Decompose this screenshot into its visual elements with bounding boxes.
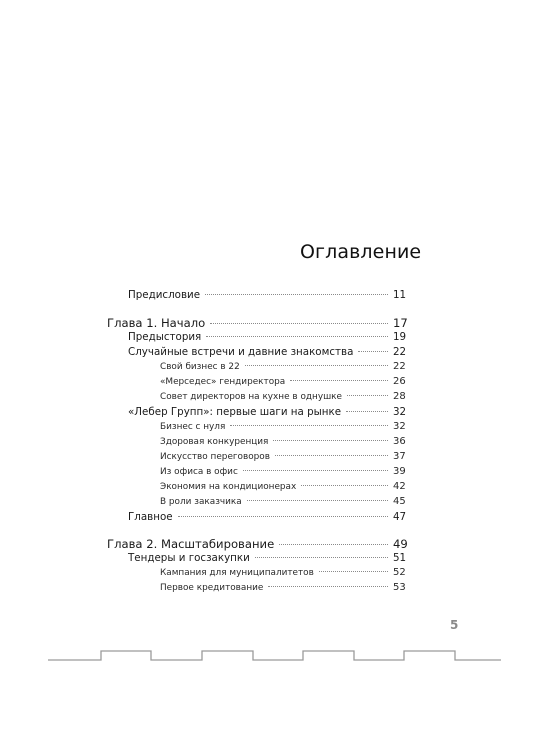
toc-entry-page: 39: [393, 466, 406, 477]
toc-entry-page: 47: [393, 511, 407, 523]
toc-entry-title: Совет директоров на кухне в однушке: [160, 392, 343, 402]
page-number: 5: [450, 618, 459, 632]
toc-dot-leader: [255, 557, 388, 558]
toc-entry-title: Кампания для муниципалитетов: [160, 568, 314, 578]
toc-entry-page: 11: [393, 289, 407, 301]
decorative-stepped-line: [0, 640, 551, 670]
toc-entry-page: 17: [393, 316, 408, 330]
toc-entry: [107, 391, 411, 402]
toc-entry-page: 19: [393, 331, 407, 343]
toc-entry-title: Искусство переговоров: [160, 452, 270, 462]
toc-dot-leader: [268, 586, 388, 587]
toc-dot-leader: [279, 544, 388, 545]
toc-entry-title: В роли заказчика: [160, 497, 242, 507]
toc-entry-title: Предисловие: [128, 289, 201, 301]
toc-entry-page: 32: [393, 406, 407, 418]
toc-entry-title: Свой бизнес в 22: [160, 362, 240, 372]
toc-entry-title: Глава 2. Масштабирование: [107, 537, 275, 551]
toc-entry-page: 32: [393, 421, 406, 432]
toc-entry-title: Случайные встречи и давние знакомства: [128, 346, 354, 358]
toc-entry-page: 51: [393, 552, 407, 564]
page-title: Оглавление: [300, 240, 422, 263]
toc-entry-title: «Лебер Групп»: первые шаги на рынке: [128, 406, 342, 418]
toc-entry: [107, 361, 411, 372]
toc-entry: [107, 567, 411, 578]
toc-entry: [107, 466, 411, 477]
toc-dot-leader: [245, 365, 388, 366]
toc-entry: [107, 421, 411, 432]
toc-entry-title: Тендеры и госзакупки: [128, 552, 250, 564]
toc-entry-page: 37: [393, 451, 406, 462]
toc-dot-leader: [210, 323, 388, 324]
toc-dot-leader: [247, 500, 388, 501]
toc-entry: [107, 406, 411, 418]
toc-dot-leader: [205, 294, 388, 295]
toc-entry-title: Предыстория: [128, 331, 202, 343]
toc-dot-leader: [275, 455, 388, 456]
toc-entry: [107, 289, 411, 301]
toc-entry: [107, 331, 411, 343]
toc-dot-leader: [206, 336, 388, 337]
toc-entry: [107, 511, 411, 523]
toc-dot-leader: [301, 485, 388, 486]
toc-dot-leader: [358, 351, 388, 352]
toc-entry: [107, 376, 411, 387]
toc-entry-page: 26: [393, 376, 406, 387]
toc-entry: [107, 436, 411, 447]
toc-entry-page: 45: [393, 496, 406, 507]
toc-entry-page: 49: [393, 537, 408, 551]
toc-entry-page: 22: [393, 346, 407, 358]
toc-dot-leader: [273, 440, 388, 441]
toc-entry-title: Из офиса в офис: [160, 467, 238, 477]
toc-entry-page: 22: [393, 361, 406, 372]
toc-entry-title: «Мерседес» гендиректора: [160, 377, 286, 387]
toc-entry-page: 42: [393, 481, 406, 492]
toc-entry-page: 53: [393, 582, 406, 593]
toc-entry: [107, 552, 411, 564]
toc-entry-title: Экономия на кондиционерах: [160, 482, 297, 492]
toc-dot-leader: [319, 571, 388, 572]
toc-entry-title: Главное: [128, 511, 173, 523]
toc-entry-page: 52: [393, 567, 406, 578]
toc-entry: [107, 582, 411, 593]
toc-dot-leader: [230, 425, 388, 426]
toc-entry: [107, 346, 411, 358]
toc-entry-page: 28: [393, 391, 406, 402]
toc-dot-leader: [243, 470, 388, 471]
toc-dot-leader: [290, 380, 388, 381]
toc-entry: [107, 316, 411, 330]
toc-entry-title: Первое кредитование: [160, 583, 264, 593]
toc-dot-leader: [178, 516, 388, 517]
toc-entry: [107, 451, 411, 462]
toc-entry-title: Глава 1. Начало: [107, 316, 206, 330]
toc-entry-title: Здоровая конкуренция: [160, 437, 269, 447]
toc-entry-title: Бизнес с нуля: [160, 422, 226, 432]
toc-entry: [107, 481, 411, 492]
toc-entry: [107, 537, 411, 551]
toc-dot-leader: [346, 411, 388, 412]
toc-entry-page: 36: [393, 436, 406, 447]
toc-entry: [107, 496, 411, 507]
toc-dot-leader: [347, 395, 388, 396]
